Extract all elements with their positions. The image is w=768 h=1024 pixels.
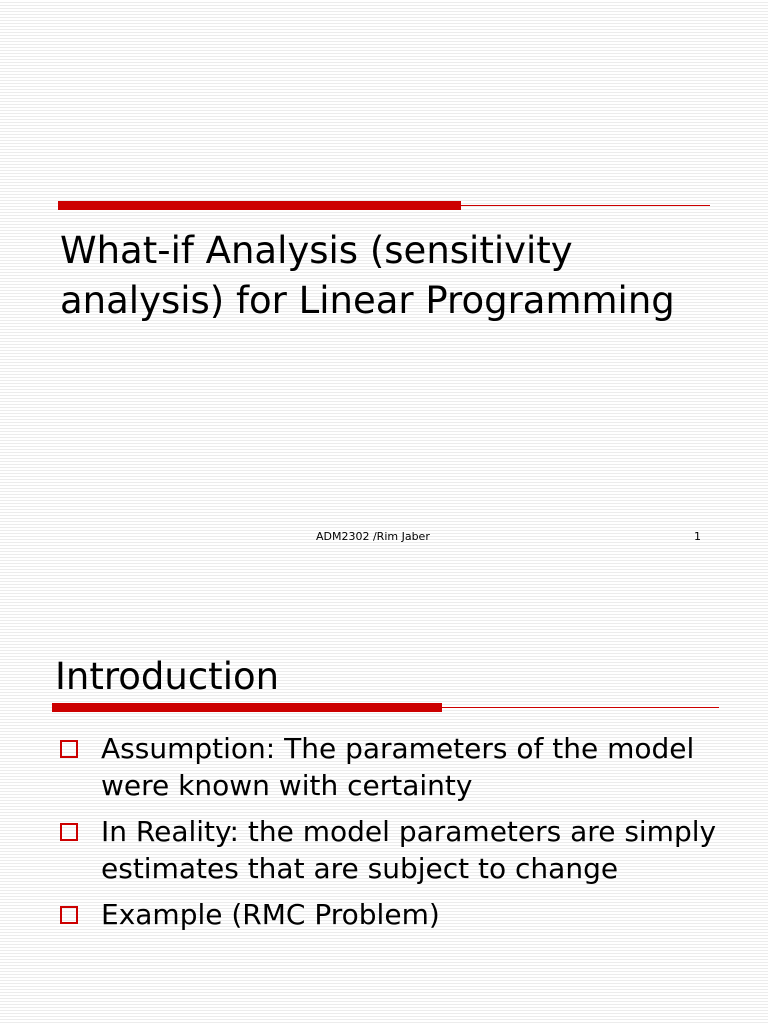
bullet-item bbox=[60, 896, 740, 933]
slide-title-text: What-if Analysis (sensitivity analysis) for Linear Programming bbox=[60, 229, 675, 322]
title-divider-thick bbox=[58, 201, 461, 210]
bullet-list bbox=[60, 730, 740, 942]
page-number: 1 bbox=[694, 530, 701, 543]
bullet-item bbox=[60, 813, 740, 887]
footer-label: ADM2302 /Rim Jaber bbox=[316, 530, 430, 543]
hollow-square-bullet-icon bbox=[60, 740, 78, 758]
heading-divider-thick bbox=[52, 703, 442, 712]
bullet-text: Assumption: The parameters of the model were known with certainty bbox=[101, 732, 695, 802]
hollow-square-bullet-icon bbox=[60, 906, 78, 924]
bullet-text: Example (RMC Problem) bbox=[101, 898, 440, 931]
slide-introduction bbox=[0, 512, 768, 1024]
bullet-item bbox=[60, 730, 740, 804]
slide-heading: Introduction bbox=[55, 655, 280, 698]
bullet-text: In Reality: the model parameters are simply estimates that are subject to change bbox=[101, 815, 717, 885]
hollow-square-bullet-icon bbox=[60, 823, 78, 841]
title-divider bbox=[58, 205, 710, 206]
heading-divider bbox=[52, 707, 719, 708]
